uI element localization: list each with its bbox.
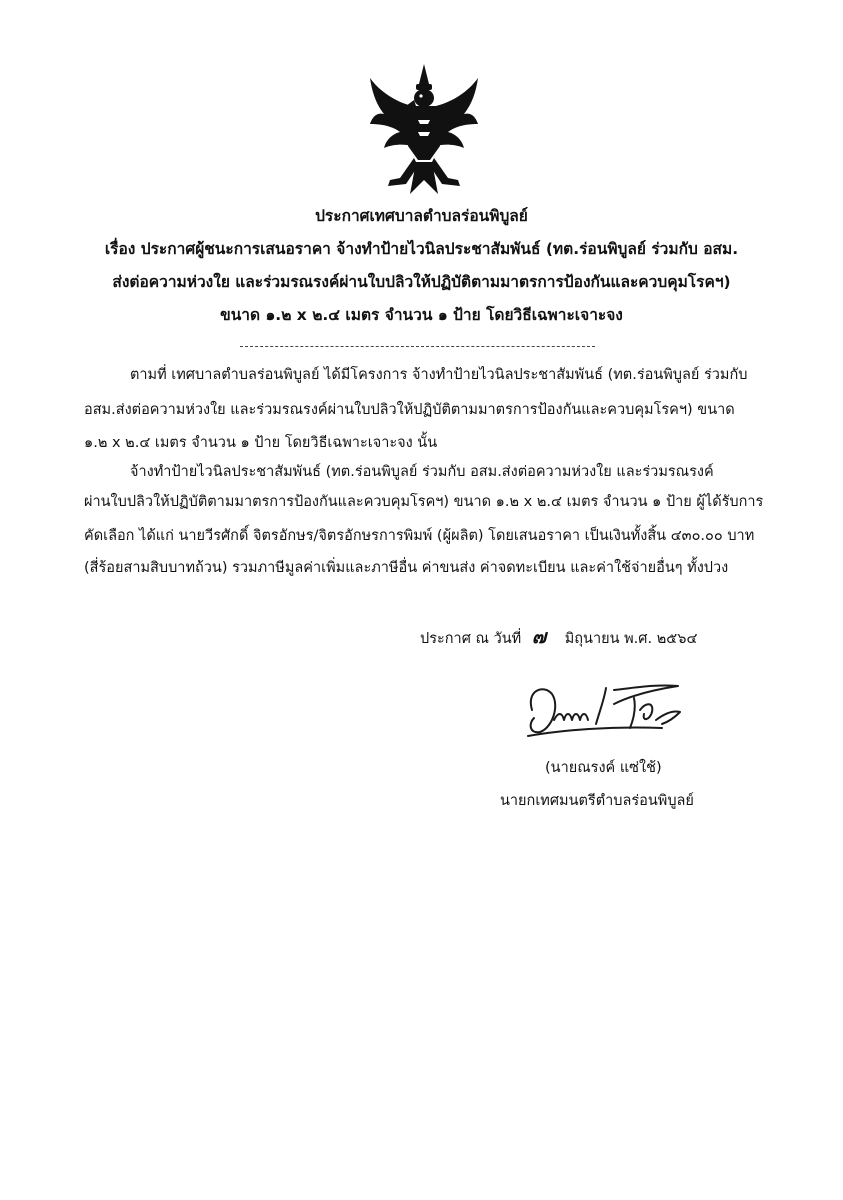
- subject-line-3: ขนาด ๑.๒ x ๒.๔ เมตร จำนวน ๑ ป้าย โดยวิธีเฉพาะเจาะจง: [220, 306, 623, 324]
- announcement-date: [420, 627, 697, 649]
- signer-name: (นายณรงค์ แซ่ใช้): [545, 760, 662, 776]
- subject-line-2: ส่งต่อความห่วงใย และร่วมรณรงค์ผ่านใบปลิวให้ปฏิบัติตามมาตรการป้องกันและควบคุมโรคฯ): [112, 273, 731, 291]
- paragraph2-line1: จ้างทำป้ายไวนิลประชาสัมพันธ์ (ทต.ร่อนพิบูลย์ ร่วมกับ อสม.ส่งต่อความห่วงใย และร่วมรณรงค์: [130, 464, 714, 480]
- paragraph1-line3: ๑.๒ x ๒.๔ เมตร จำนวน ๑ ป้าย โดยวิธีเฉพาะเจาะจง นั้น: [84, 435, 438, 451]
- announcement-title: ประกาศเทศบาลตำบลร่อนพิบูลย์: [315, 207, 528, 225]
- handwritten-signature: [522, 680, 702, 742]
- announce-suffix: มิถุนายน พ.ศ. ๒๕๖๔: [564, 631, 698, 647]
- paragraph2-line2: ผ่านใบปลิวให้ปฏิบัติตามมาตรการป้องกันและควบคุมโรคฯ) ขนาด ๑.๒ x ๒.๔ เมตร จำนวน ๑ ป้าย ผู้ได้รับการ: [84, 494, 764, 510]
- announce-prefix: ประกาศ ณ วันที่: [420, 631, 522, 647]
- paragraph2-line3: คัดเลือก ได้แก่ นายวีรศักดิ์ จิตรอักษร/จิตรอักษรการพิมพ์ (ผู้ผลิต) โดยเสนอราคา เป็นเงินทั้งสิ้น ๔๓๐.๐๐ บาท: [84, 528, 755, 544]
- subject-line-1: เรื่อง ประกาศผู้ชนะการเสนอราคา จ้างทำป้ายไวนิลประชาสัมพันธ์ (ทต.ร่อนพิบูลย์ ร่วมกับ อสม.: [104, 240, 739, 258]
- garuda-emblem-icon: [366, 62, 482, 202]
- signer-title: นายกเทศมนตรีตำบลร่อนพิบูลย์: [500, 793, 694, 809]
- header-divider: [240, 346, 595, 347]
- paragraph1-line2: อสม.ส่งต่อความห่วงใย และร่วมรณรงค์ผ่านใบปลิวให้ปฏิบัติตามมาตรการป้องกันและควบคุมโรคฯ) ขนาด: [84, 402, 735, 418]
- paragraph1-line1: ตามที่ เทศบาลตำบลร่อนพิบูลย์ ได้มีโครงการ จ้างทำป้ายไวนิลประชาสัมพันธ์ (ทต.ร่อนพิบูลย์ ร่วมกับ: [130, 367, 748, 383]
- announce-day: ๗: [531, 626, 547, 648]
- paragraph2-line4: (สี่ร้อยสามสิบบาทถ้วน) รวมภาษีมูลค่าเพิ่มและภาษีอื่น ค่าขนส่ง ค่าจดทะเบียน และค่าใช้จ่ายอื่นๆ ทั้งปวง: [84, 560, 729, 576]
